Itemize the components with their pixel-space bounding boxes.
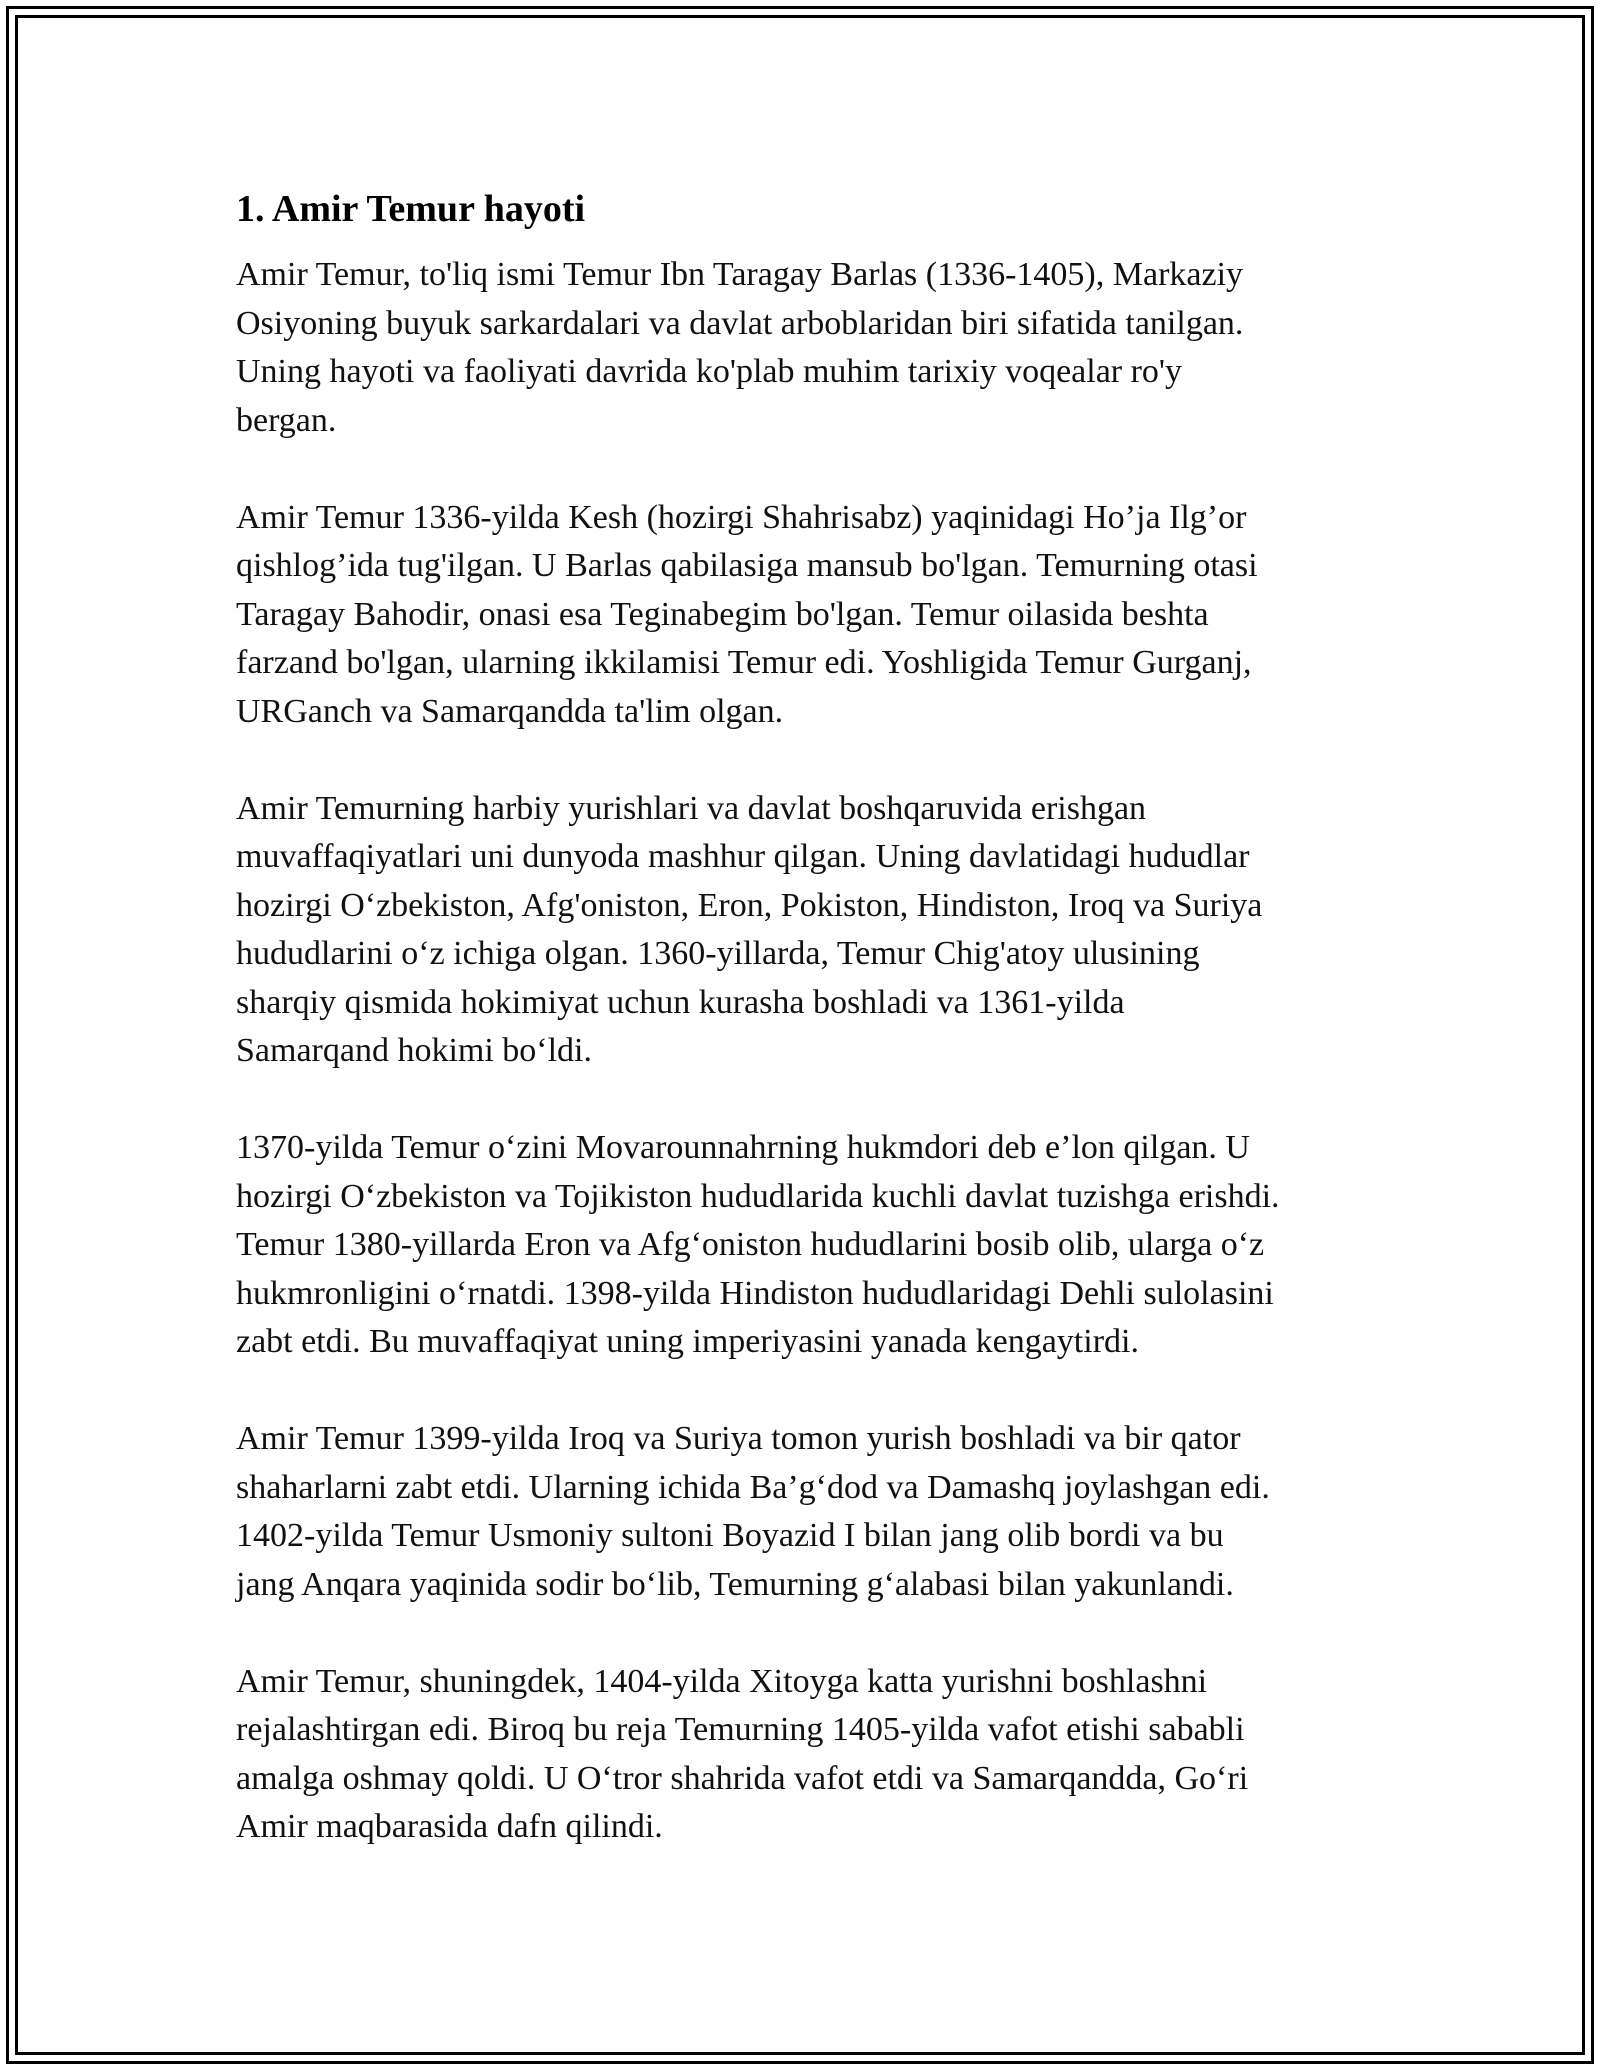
section-heading: 1. Amir Temur hayoti [236,188,586,230]
paragraph-5: Amir Temur 1399-yilda Iroq va Suriya tomon yurish boshladi va bir qator shaharlarni zabt etdi. Ularning ichida Ba’g‘dod va Damashq joylashgan edi. 1402-yilda Temur Usmoniy sultoni Boyazid I bilan jang olib bordi va bu jang Anqara yaqinida sodir bo‘lib, Temurning g‘alabasi bilan yakunlandi. [236,1420,1270,1603]
paragraph-4: 1370-yilda Temur o‘zini Movarounnahrning hukmdori deb e’lon qilgan. U hozirgi O‘zbekiston va Tojikiston hududlarida kuchli davlat tuzishga erishdi. Temur 1380-yillarda Eron va Afg‘oniston hududlarini bosib olib, ularga o‘z hukmronligini o‘rnatdi. 1398-yilda Hindiston hududlaridagi Dehli sulolasini zabt etdi. Bu muvaffaqiyat uning imperiyasini yanada kengaytirdi. [236,1129,1280,1360]
paragraph-2: Amir Temur 1336-yilda Kesh (hozirgi Shahrisabz) yaqinidagi Ho’ja Ilg’or qishlog’ida tug'ilgan. U Barlas qabilasiga mansub bo'lgan. Temurning otasi Taragay Bahodir, onasi esa Teginabegim bo'lgan. Temur oilasida beshta farzand bo'lgan, ularning ikkilamisi Temur edi. Yoshligida Temur Gurganj, URGanch va Samarqandda ta'lim olgan. [236,498,1258,730]
paragraph-6: Amir Temur, shuningdek, 1404-yilda Xitoyga katta yurishni boshlashni rejalashtirgan edi. Biroq bu reja Temurning 1405-yilda vafot etishi sababli amalga oshmay qoldi. U O‘tror shahrida vafot etdi va Samarqandda, Go‘ri Amir maqbarasida dafn qilindi. [236,1662,1249,1845]
paragraph-3: Amir Temurning harbiy yurishlari va davlat boshqaruvida erishgan muvaffaqiyatlari uni dunyoda mashhur qilgan. Uning davlatidagi hududlar hozirgi O‘zbekiston, Afg'oniston, Eron, Pokiston, Hindiston, Iroq va Suriya hududlarini o‘z ichiga olgan. 1360-yillarda, Temur Chig'atoy ulusining sharqiy qismida hokimiyat uchun kurasha boshladi va 1361-yilda Samarqand hokimi bo‘ldi. [236,789,1263,1069]
document-body [236,185,1386,1900]
paragraph-1: Amir Temur, to'liq ismi Temur Ibn Taragay Barlas (1336-1405), Markaziy Osiyoning buyuk sarkardalari va davlat arboblaridan biri sifatida tanilgan. Uning hayoti va faoliyati davrida ko'plab muhim tarixiy voqealar ro'y bergan. [236,256,1244,439]
